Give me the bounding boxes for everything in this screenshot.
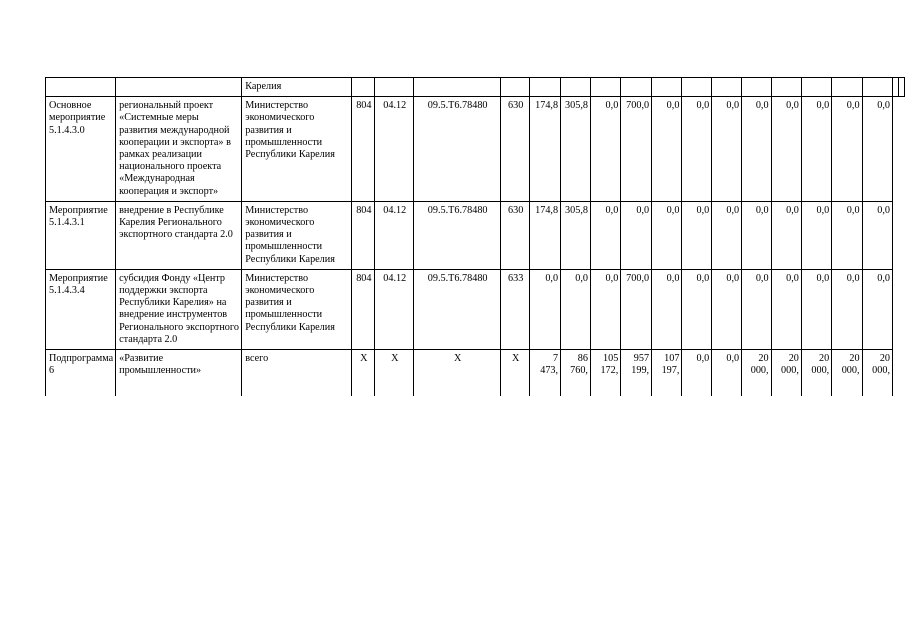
table-row xyxy=(46,78,905,97)
y12-cell: 0,0 xyxy=(862,201,892,269)
name-cell: региональный проект «Системные меры развития международной кооперации и экспорта» в рамках реализации национального проекта «Международная кооперация и экспорт» xyxy=(116,97,242,202)
status-cell: Мероприятие 5.1.4.3.4 xyxy=(46,269,116,349)
table-row xyxy=(46,97,905,202)
y8-cell: 20 000, xyxy=(742,350,771,397)
kbk-csr-cell: 09.5.Т6.78480 xyxy=(414,201,501,269)
kbk-grbs-cell: Х xyxy=(352,350,375,397)
undefined-cell xyxy=(899,78,905,97)
y4-cell: 700,0 xyxy=(621,97,652,202)
y6-cell: 0,0 xyxy=(682,350,712,397)
table-row xyxy=(46,350,905,397)
y7-cell: 0,0 xyxy=(712,350,742,397)
y11-cell xyxy=(832,78,862,97)
y10-cell: 0,0 xyxy=(801,97,831,202)
y9-cell: 0,0 xyxy=(771,201,801,269)
executor-cell: Министерство экономического развития и промышленности Республики Карелия xyxy=(242,201,352,269)
status-cell xyxy=(46,78,116,97)
status-cell: Мероприятие 5.1.4.3.1 xyxy=(46,201,116,269)
y2-cell xyxy=(561,78,591,97)
y7-cell: 0,0 xyxy=(712,269,742,349)
y9-cell: 0,0 xyxy=(771,269,801,349)
y6-cell: 0,0 xyxy=(682,97,712,202)
executor-cell: всего xyxy=(242,350,352,397)
kbk-rzpr-cell: 04.12 xyxy=(375,269,414,349)
y4-cell: 957 199, xyxy=(621,350,652,397)
y11-cell: 0,0 xyxy=(832,201,862,269)
y11-cell: 0,0 xyxy=(832,97,862,202)
budget-table xyxy=(45,77,905,396)
kbk-csr-cell xyxy=(414,78,501,97)
executor-cell: Министерство экономического развития и промышленности Республики Карелия xyxy=(242,97,352,202)
y7-cell xyxy=(712,78,742,97)
y5-cell: 107 197, xyxy=(652,350,682,397)
kbk-rzpr-cell: 04.12 xyxy=(375,201,414,269)
table-body xyxy=(46,78,905,397)
y8-cell: 0,0 xyxy=(742,201,771,269)
y3-cell: 105 172, xyxy=(590,350,620,397)
y1-cell: 0,0 xyxy=(530,269,561,349)
name-cell: внедрение в Республике Карелия Регионального экспортного стандарта 2.0 xyxy=(116,201,242,269)
y2-cell: 305,8 xyxy=(561,201,591,269)
name-cell: «Развитие промышленности» xyxy=(116,350,242,397)
kbk-vr-cell: Х xyxy=(501,350,530,397)
kbk-grbs-cell: 804 xyxy=(352,97,375,202)
y7-cell: 0,0 xyxy=(712,97,742,202)
y6-cell: 0,0 xyxy=(682,269,712,349)
name-cell: субсидия Фонду «Центр поддержки экспорта Республики Карелия» на внедрение инструментов Регионального экспортного стандарта 2.0 xyxy=(116,269,242,349)
executor-cell: Министерство экономического развития и промышленности Республики Карелия xyxy=(242,269,352,349)
y1-cell: 174,8 xyxy=(530,97,561,202)
name-cell xyxy=(116,78,242,97)
y10-cell xyxy=(801,78,831,97)
y3-cell: 0,0 xyxy=(590,97,620,202)
y3-cell: 0,0 xyxy=(590,269,620,349)
y9-cell xyxy=(771,78,801,97)
y1-cell: 7 473, xyxy=(530,350,561,397)
y1-cell: 174,8 xyxy=(530,201,561,269)
kbk-csr-cell: 09.5.Т6.78480 xyxy=(414,97,501,202)
y9-cell: 20 000, xyxy=(771,350,801,397)
y6-cell: 0,0 xyxy=(682,201,712,269)
y5-cell xyxy=(652,78,682,97)
status-cell: Основное мероприятие 5.1.4.3.0 xyxy=(46,97,116,202)
y12-cell: 0,0 xyxy=(862,97,892,202)
y4-cell: 700,0 xyxy=(621,269,652,349)
y12-cell xyxy=(862,78,892,97)
table-row xyxy=(46,201,905,269)
y5-cell: 0,0 xyxy=(652,201,682,269)
table-row xyxy=(46,269,905,349)
kbk-vr-cell: 630 xyxy=(501,201,530,269)
y9-cell: 0,0 xyxy=(771,97,801,202)
y10-cell: 0,0 xyxy=(801,269,831,349)
y3-cell xyxy=(590,78,620,97)
y4-cell: 0,0 xyxy=(621,201,652,269)
y8-cell: 0,0 xyxy=(742,269,771,349)
kbk-vr-cell xyxy=(501,78,530,97)
kbk-vr-cell: 630 xyxy=(501,97,530,202)
y5-cell: 0,0 xyxy=(652,269,682,349)
y2-cell: 305,8 xyxy=(561,97,591,202)
y8-cell xyxy=(742,78,771,97)
y12-cell: 20 000, xyxy=(862,350,892,397)
y12-cell: 0,0 xyxy=(862,269,892,349)
y3-cell: 0,0 xyxy=(590,201,620,269)
y6-cell xyxy=(682,78,712,97)
y11-cell: 20 000, xyxy=(832,350,862,397)
kbk-rzpr-cell xyxy=(375,78,414,97)
kbk-grbs-cell: 804 xyxy=(352,201,375,269)
y10-cell: 20 000, xyxy=(801,350,831,397)
executor-cell: Карелия xyxy=(242,78,352,97)
y1-cell xyxy=(530,78,561,97)
y5-cell: 0,0 xyxy=(652,97,682,202)
status-cell: Подпрограмма 6 xyxy=(46,350,116,397)
y11-cell: 0,0 xyxy=(832,269,862,349)
y10-cell: 0,0 xyxy=(801,201,831,269)
kbk-grbs-cell: 804 xyxy=(352,269,375,349)
kbk-rzpr-cell: Х xyxy=(375,350,414,397)
kbk-grbs-cell xyxy=(352,78,375,97)
y4-cell xyxy=(621,78,652,97)
y7-cell: 0,0 xyxy=(712,201,742,269)
y2-cell: 0,0 xyxy=(561,269,591,349)
y2-cell: 86 760, xyxy=(561,350,591,397)
y8-cell: 0,0 xyxy=(742,97,771,202)
kbk-rzpr-cell: 04.12 xyxy=(375,97,414,202)
kbk-vr-cell: 633 xyxy=(501,269,530,349)
kbk-csr-cell: 09.5.Т6.78480 xyxy=(414,269,501,349)
kbk-csr-cell: Х xyxy=(414,350,501,397)
